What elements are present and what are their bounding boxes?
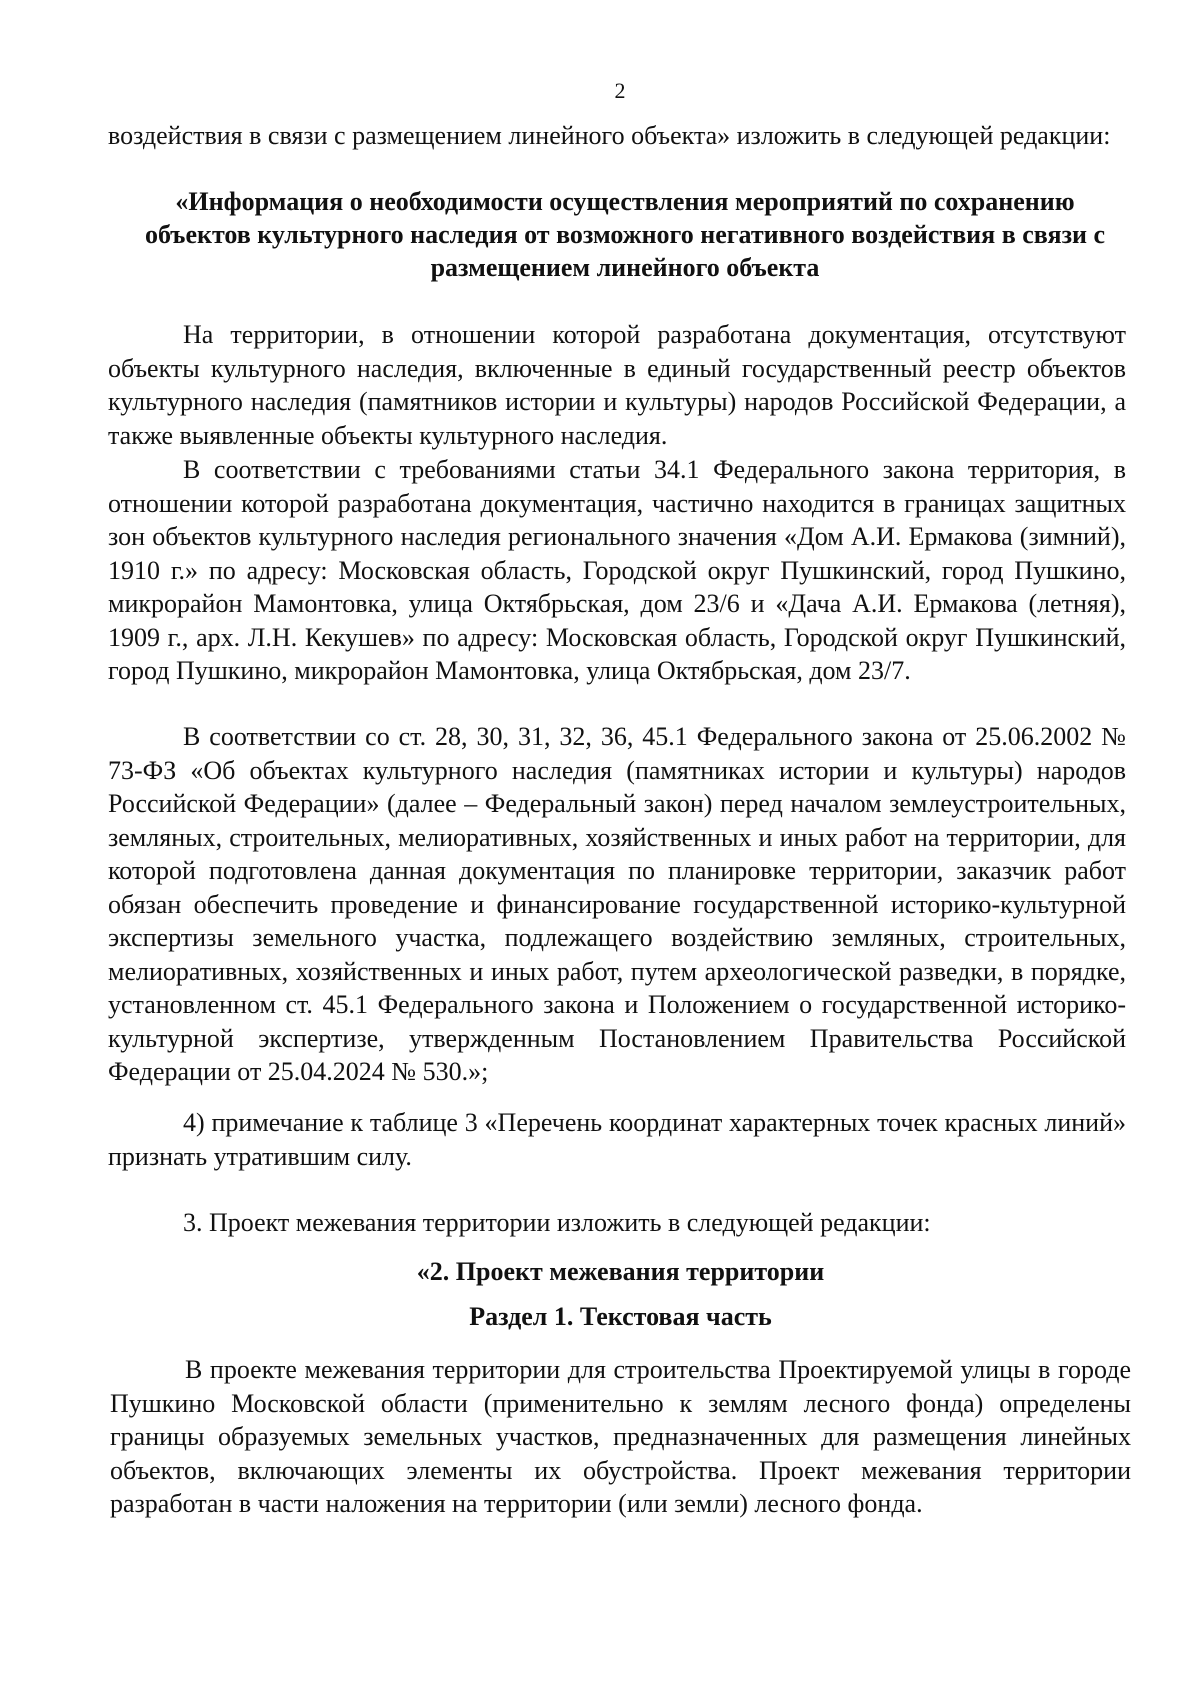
- section-heading-surveying-project: «2. Проект межевания территории: [416, 1257, 825, 1286]
- paragraph-protective-zones: В соответствии с требованиями статьи 34.1 Федерального закона территория, в отношении которой разработана документация, частично находится в границах защитных зон объектов культурного наследия регионального значения «Дом А.И. Ермакова (зимний), 1910 г.» по адресу: Московская область, Городской округ Пушкинский, город Пушкино, микрорайон Мамонтовка, улица Октябрьская, дом 23/6 и «Дача А.И. Ермакова (летняя), 1909 г., арх. Л.Н. Кекушев» по адресу: Московская область, Городской округ Пушкинский, город Пушкино, микрорайон Мамонтовка, улица Октябрьская, дом 23/7.: [108, 455, 1126, 685]
- section-heading-text-part: Раздел 1. Текстовая часть: [469, 1302, 772, 1331]
- item-3-heading: 3. Проект межевания территории изложить в следующей редакции:: [183, 1208, 931, 1237]
- paragraph-surveying-project: В проекте межевания территории для строительства Проектируемой улицы в городе Пушкино Московской области (применительно к землям лесного фонда) определены границы образуемых земельных участков, предназначенных для размещения линейных объектов, включающих элементы их обустройства. Проект межевания территории разработан в части наложения на территории (или земли) лесного фонда.: [110, 1355, 1131, 1518]
- section-heading-cultural-heritage: «Информация о необходимости осуществления мероприятий по сохранению объектов культурного наследия от возможного негативного воздействия в связи с размещением линейного объекта: [144, 187, 1106, 282]
- paragraph-item-4-note: 4) примечание к таблице 3 «Перечень координат характерных точек красных линий» признать утратившим силу.: [108, 1108, 1126, 1171]
- page-number: 2: [614, 78, 626, 103]
- paragraph-no-heritage-objects: На территории, в отношении которой разработана документация, отсутствуют объекты культурного наследия, включенные в единый государственный реестр объектов культурного наследия (памятников истории и культуры) народов Российской Федерации, а также выявленные объекты культурного наследия.: [108, 320, 1126, 450]
- paragraph-expertise-requirements: В соответствии со ст. 28, 30, 31, 32, 36, 45.1 Федерального закона от 25.06.2002 № 73-ФЗ «Об объектах культурного наследия (памятниках истории и культуры) народов Российской Федерации» (далее – Федеральный закон) перед началом землеустроительных, земляных, строительных, мелиоративных, хозяйственных и иных работ на территории, для которой подготовлена данная документация по планировке территории, заказчик работ обязан обеспечить проведение и финансирование государственной историко-культурной экспертизы земельного участка, подлежащего воздействию земляных, строительных, мелиоративных, хозяйственных и иных работ, путем археологической разведки, в порядке, установленном ст. 45.1 Федерального закона и Положением о государственной историко-культурной экспертизе, утвержденным Постановлением Правительства Российской Федерации от 25.04.2024 № 530.»;: [108, 722, 1126, 1086]
- intro-paragraph: воздействия в связи с размещением линейного объекта» изложить в следующей редакции:: [108, 121, 1111, 150]
